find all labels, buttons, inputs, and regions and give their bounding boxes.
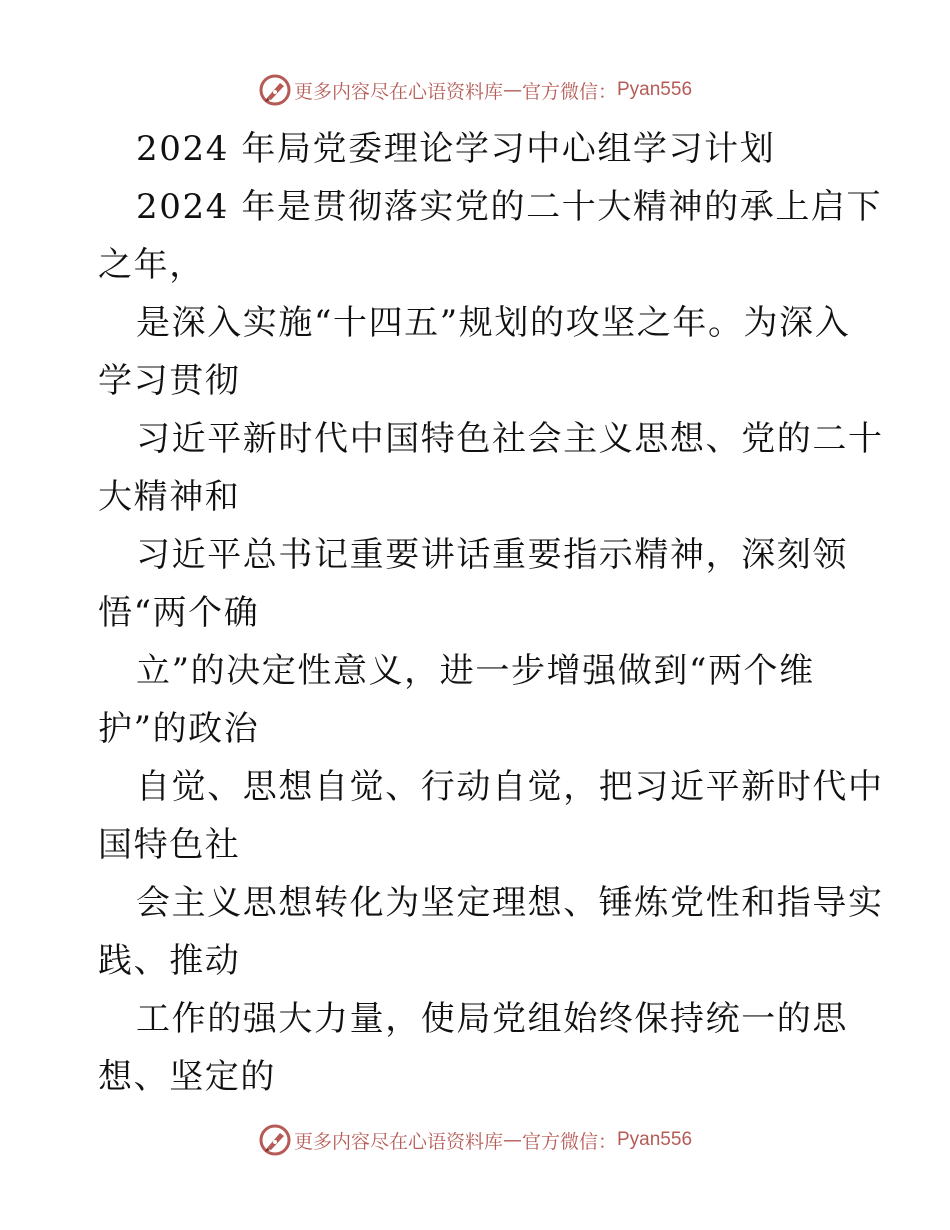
document-line: 自觉、思想自觉、行动自觉，把习近平新时代中 — [136, 767, 884, 807]
document-line: 会主义思想转化为坚定理想、锤炼党性和指导实 — [136, 883, 884, 923]
watermark-wechat-label: 官方微信： — [521, 1130, 617, 1153]
document-line: 护”的政治 — [98, 709, 260, 749]
document-body — [98, 120, 884, 1106]
watermark-separator: — — [502, 1129, 522, 1151]
document-line: 大精神和 — [98, 477, 241, 517]
document-line: 国特色社 — [98, 825, 241, 865]
document-line: 2024 年局党委理论学习中心组学习计划 — [136, 129, 776, 169]
header-watermark — [0, 72, 950, 108]
document-line: 学习贯彻 — [98, 361, 241, 401]
document-line: 立”的决定性意义，进一步增强做到“两个维 — [136, 651, 815, 691]
document-line: 践、推动 — [98, 941, 241, 981]
footer-watermark — [0, 1122, 950, 1158]
document-line: 悟“两个确 — [98, 593, 260, 633]
document-line: 工作的强大力量，使局党组始终保持统一的思 — [136, 999, 848, 1039]
document-line: 之年， — [98, 245, 205, 285]
document-line: 想、坚定的 — [98, 1057, 276, 1097]
watermark-wechat-label: 官方微信： — [521, 80, 617, 103]
document-line: 习近平总书记重要讲话重要指示精神，深刻领 — [136, 535, 848, 575]
watermark-wechat-id: Pyan556 — [617, 79, 693, 100]
watermark-separator: — — [502, 79, 522, 101]
document-line: 是深入实施“十四五”规划的攻坚之年。为深入 — [136, 303, 851, 343]
watermark-site-text: 更多内容尽在心语资料库 — [293, 1130, 503, 1153]
pen-logo-icon — [258, 1123, 292, 1157]
document-line: 习近平新时代中国特色社会主义思想、党的二十 — [136, 419, 884, 459]
document-line: 2024 年是贯彻落实党的二十大精神的承上启下 — [136, 187, 883, 227]
watermark-wechat-id: Pyan556 — [617, 1129, 693, 1150]
watermark-site-text: 更多内容尽在心语资料库 — [293, 80, 503, 103]
pen-logo-icon — [258, 73, 292, 107]
